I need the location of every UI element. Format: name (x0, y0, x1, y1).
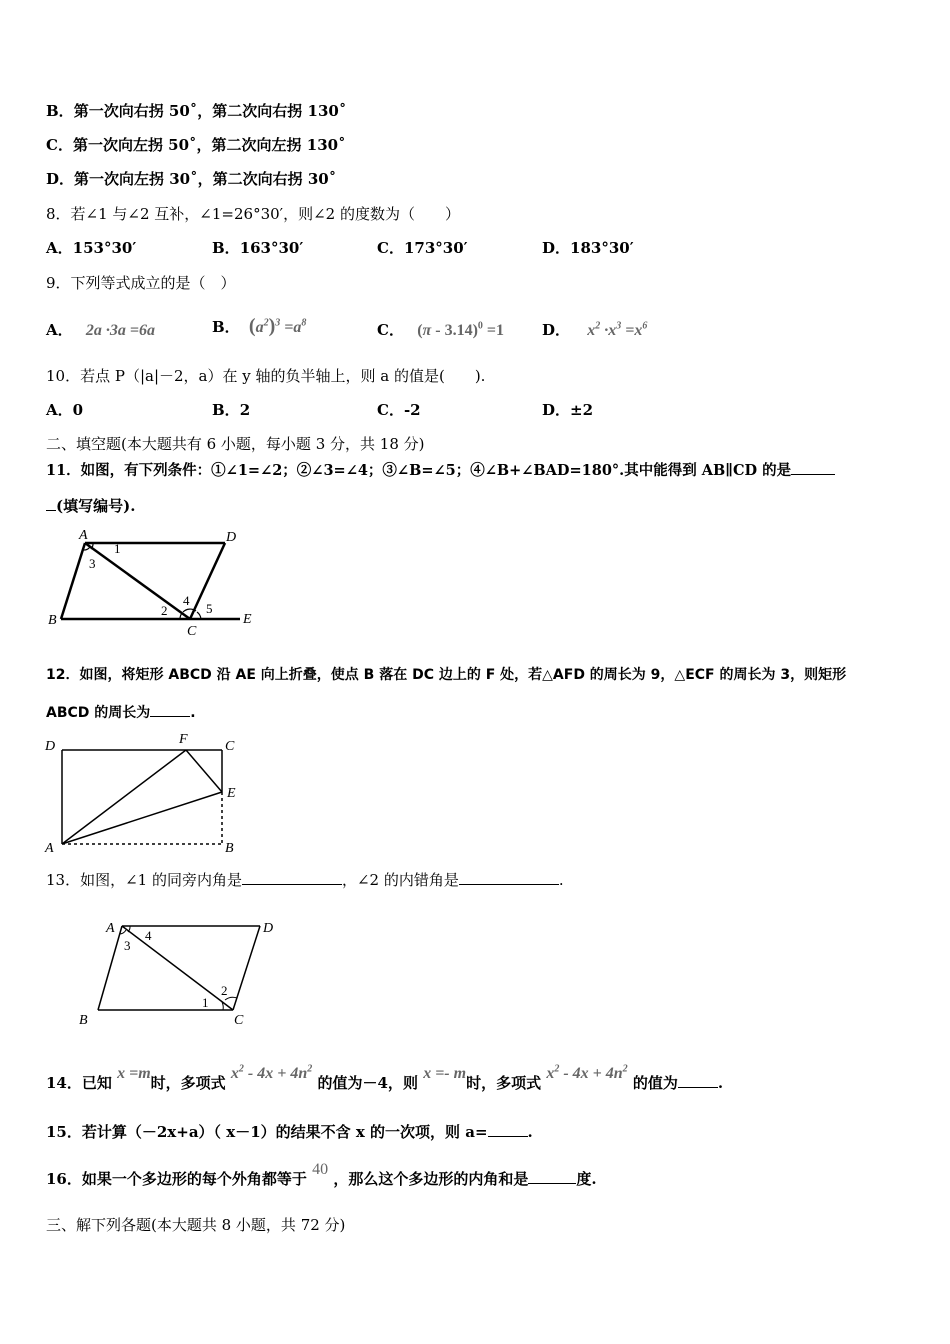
q11-answer-blank-cont (46, 496, 56, 511)
q11-label-angle-5: 5 (206, 601, 213, 616)
q8-option-d: D．183°30′ (542, 239, 634, 257)
q10-option-b: B．2 (212, 401, 251, 419)
q11-label-angle-4: 4 (183, 593, 190, 608)
q13-label-A: A (106, 921, 115, 936)
q10-option-d: D．±2 (542, 401, 594, 419)
q8-option-c: C．173°30′ (377, 239, 468, 257)
q11-answer-blank (791, 460, 835, 475)
q13-label-B: B (79, 1013, 88, 1028)
q14-stem: 14．已知 x =m时，多项式 $x^2 - 4x + 4n^2$ 的值为－4，则 x =- m时，多项式 $x^2 - 4x + 4n^2$ 的值为 . (46, 1063, 724, 1092)
q12-label-C: C (225, 739, 235, 754)
q13-label-D: D (263, 921, 274, 936)
q15-answer-blank (488, 1122, 528, 1137)
q13-label-angle-1: 1 (202, 995, 209, 1010)
q11-label-A: A (79, 528, 88, 543)
q11-line1: 11．如图，有下列条件：①∠1=∠2；②∠3=∠4；③∠B=∠5；④∠B+∠BAD=180°.其中能得到 AB∥CD 的是 (46, 460, 835, 481)
q12-figure (40, 730, 250, 860)
q9-option-b: B． $(a^2)^3 =a^8$ (212, 315, 307, 337)
q14-formula-poly-2: $x^2 - 4x + 4n^2$ (546, 1063, 628, 1082)
q12-label-A: A (45, 841, 54, 856)
q13-line-AC (122, 926, 233, 1010)
q12-line1: 12．如图，将矩形 ABCD 沿 AE 向上折叠，使点 B 落在 DC 边上的 F 处，若△AFD 的周长为 9，△ECF 的周长为 3，则矩形 (46, 667, 847, 683)
q13-blank-1 (242, 870, 342, 885)
q9-formula-c: (π - 3.14)$^0$ =1 (417, 320, 505, 339)
q8-stem: 8．若∠1 与∠2 互补，∠1=26°30′，则∠2 的度数为（ ） (46, 205, 460, 223)
q9-option-c: C． (π - 3.14)$^0$ =1 (377, 320, 505, 339)
q14-formula-x-eq-neg-m: x =- m (423, 1065, 467, 1082)
q14-formula-poly-1: $x^2 - 4x + 4n^2$ (230, 1063, 313, 1082)
q11-line-AC (85, 543, 190, 619)
q11-line-AB (61, 543, 85, 619)
q11-label-angle-2: 2 (161, 603, 168, 618)
q7-option-d: D．第一次向左拐 30˚，第二次向右拐 30˚ (46, 170, 337, 188)
q13-label-C: C (234, 1013, 244, 1028)
q7-option-b: B．第一次向右拐 50˚，第二次向右拐 130˚ (46, 102, 347, 120)
q9-stem: 9．下列等式成立的是（ ） (46, 274, 236, 292)
q13-label-angle-3: 3 (124, 938, 131, 953)
q16-value: 40 (312, 1161, 329, 1178)
q11-label-D: D (226, 530, 237, 545)
q9-option-a: A． 2a ·3a =6a (46, 321, 155, 339)
q10-stem: 10．若点 P（|a|－2，a）在 y 轴的负半轴上，则 a 的值是( ). (46, 367, 486, 385)
q11-label-C: C (187, 624, 197, 639)
q9-formula-d: $x^2 \cdot x^3 =x^6$ (587, 320, 648, 339)
q16-stem: 16．如果一个多边形的每个外角都等于 40 ，那么这个多边形的内角和是 度. (46, 1161, 597, 1188)
q11-figure (40, 525, 260, 640)
q12-line-AF (62, 750, 186, 844)
q13-label-angle-2: 2 (221, 983, 228, 998)
q9-formula-a: 2a ·3a =6a (85, 322, 155, 339)
q11-label-B: B (48, 613, 57, 628)
q12-line-AE (62, 792, 222, 844)
q12-line2: ABCD 的周长为 . (46, 702, 196, 723)
q15-stem: 15．若计算（－2x+a）（ x－1）的结果不含 x 的一次项，则 a= . (46, 1123, 533, 1141)
q10-option-c: C．-2 (377, 401, 421, 419)
q8-option-a: A．153°30′ (46, 239, 137, 257)
q13-line-DC (233, 926, 260, 1010)
q7-option-c: C．第一次向左拐 50˚，第二次向左拐 130˚ (46, 136, 346, 154)
section-3-heading: 三、解下列各题(本大题共 8 小题，共 72 分) (46, 1216, 346, 1234)
q16-answer-blank (528, 1169, 576, 1184)
section-2-heading: 二、填空题(本大题共有 6 小题，每小题 3 分，共 18 分) (46, 435, 425, 453)
q13-stem: 13．如图，∠1 的同旁内角是 ，∠2 的内错角是 . (46, 871, 564, 889)
q11-label-E: E (243, 612, 252, 627)
q11-label-angle-1: 1 (114, 541, 121, 556)
q9-formula-b: $(a^2)^3 =a^8$ (248, 315, 307, 337)
q13-label-angle-4: 4 (145, 928, 152, 943)
q14-formula-x-eq-m: x =m (117, 1065, 151, 1082)
q12-answer-blank (150, 702, 190, 717)
q11-label-angle-3: 3 (89, 556, 96, 571)
q12-label-E: E (227, 786, 236, 801)
q11-line2: (填写编号). (46, 496, 135, 516)
q8-option-b: B．163°30′ (212, 239, 304, 257)
q13-line-AB (98, 926, 122, 1010)
q10-option-a: A．0 (46, 401, 84, 419)
q12-label-B: B (225, 841, 234, 856)
q12-label-D: D (45, 739, 56, 754)
q13-figure (70, 910, 290, 1035)
q12-line-FE (186, 750, 222, 792)
q12-label-F: F (179, 732, 188, 747)
q14-answer-blank (678, 1073, 718, 1088)
q9-option-d: D． $x^2 \cdot x^3 =x^6$ (542, 320, 648, 339)
q13-blank-2 (459, 870, 559, 885)
